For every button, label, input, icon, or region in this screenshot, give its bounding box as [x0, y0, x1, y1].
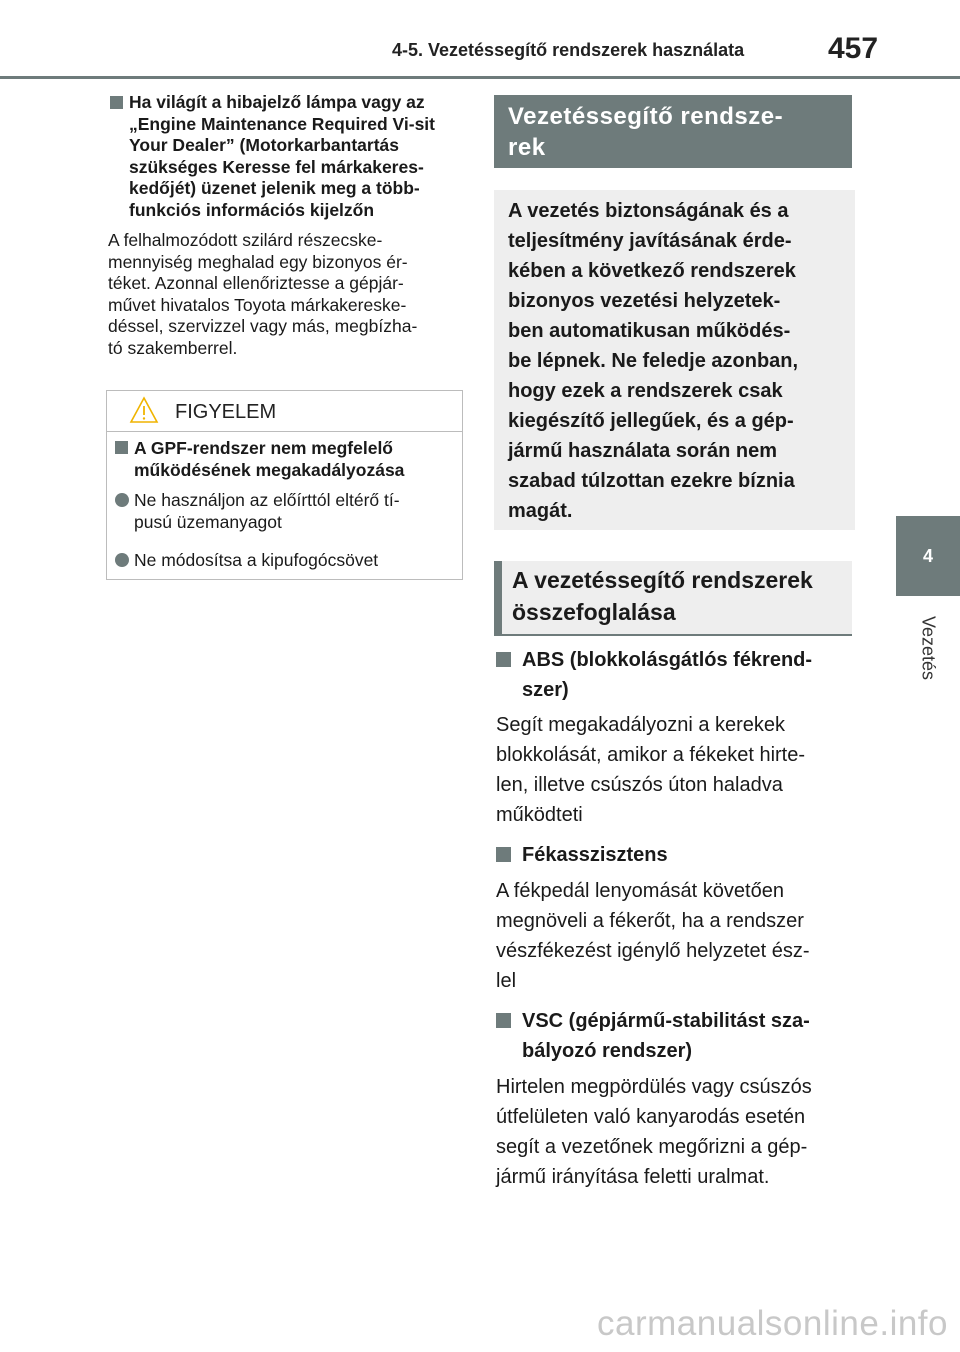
warning-item-text: Ne módosítsa a kipufogócsövet: [134, 550, 379, 570]
warning-title: FIGYELEM: [175, 401, 277, 423]
warning-list-item: [115, 489, 455, 533]
page-number: 457: [828, 32, 879, 65]
fault-lamp-heading: [110, 92, 466, 221]
vsc-heading-text: VSC (gépjármű-stabilitást sza- bályozó rendszer): [522, 1010, 810, 1062]
vsc-body: Hirtelen megpördülés vagy csúszós útfelületen való kanyarodás esetén segít a vezetőnek megőrizni a gép- jármű irányítása feletti uralmat.: [496, 1076, 812, 1188]
intro-box: A vezetés biztonságának és a teljesítmény javításának érde- kében a következő rendszerek bizonyos vezetési helyzetek- ben automatikusan működés- be lépnek. Ne feledje azonban, hogy ezek a rendszerek csak kiegészítő jellegűek, és a gép- jármű használata során nem szabad túlzottan ezekre bíznia magát.: [494, 190, 855, 530]
vsc-heading: [496, 1006, 854, 1066]
warning-box: [106, 390, 463, 580]
square-bullet-icon: [496, 847, 511, 862]
warning-heading: [115, 437, 455, 481]
warning-triangle-icon: [129, 396, 159, 429]
square-bullet-icon: [110, 96, 123, 109]
warning-list-item: [115, 549, 455, 571]
brake-assist-body: A fékpedál lenyomását követően megnöveli a fékerőt, ha a rendszer vészfékezést igénylő helyzetet ész- lel: [496, 880, 810, 992]
abs-body: Segít megakadályozni a kerekek blokkolását, amikor a fékeket hirte- len, illetve csúszós úton haladva működteti: [496, 714, 806, 826]
round-bullet-icon: [115, 553, 129, 567]
round-bullet-icon: [115, 493, 129, 507]
fault-lamp-body: A felhalmozódott szilárd részecske- mennyiség meghalad egy bizonyos ér- téket. Azonnal ellenőriztesse a gépjár- művet hivatalos Toyota márkakereske- déssel, szervizzel vagy más, megbízha- tó szakemberrel.: [108, 230, 418, 358]
square-bullet-icon: [496, 1013, 511, 1028]
warning-item-text: Ne használjon az előírttól eltérő tí- pusú üzemanyagot: [134, 490, 400, 532]
summary-title: A vezetéssegítő rendszerek összefoglalása: [494, 561, 852, 636]
abs-heading: [496, 645, 854, 705]
square-bullet-icon: [496, 652, 511, 667]
abs-heading-text: ABS (blokkolásgátlós fékrend- szer): [522, 649, 813, 701]
chapter-label: Vezetés: [918, 615, 939, 681]
brake-assist-heading-text: Fékasszisztens: [522, 844, 668, 866]
fault-lamp-heading-text: Ha világít a hibajelző lámpa vagy az „Engine Maintenance Required Vi-sit Your Dealer” (Motorkarbantartás szükséges Keresse fel márkakeres-kedőjét) üzenet jelenik meg a több-funkciós információs kijelzőn: [129, 92, 435, 220]
section-title-band: Vezetéssegítő rendsze- rek: [494, 95, 852, 168]
brake-assist-heading: [496, 840, 854, 870]
header-divider: [0, 76, 960, 79]
square-bullet-icon: [115, 441, 128, 454]
warning-heading-text: A GPF-rendszer nem megfelelő működésének megakadályozása: [134, 438, 405, 480]
chapter-number: 4: [922, 545, 933, 566]
warning-header: [107, 391, 462, 432]
watermark: carmanualsonline.info: [597, 1304, 948, 1343]
section-header-title: 4-5. Vezetéssegítő rendszerek használata: [392, 40, 745, 60]
chapter-tab: [896, 516, 960, 596]
